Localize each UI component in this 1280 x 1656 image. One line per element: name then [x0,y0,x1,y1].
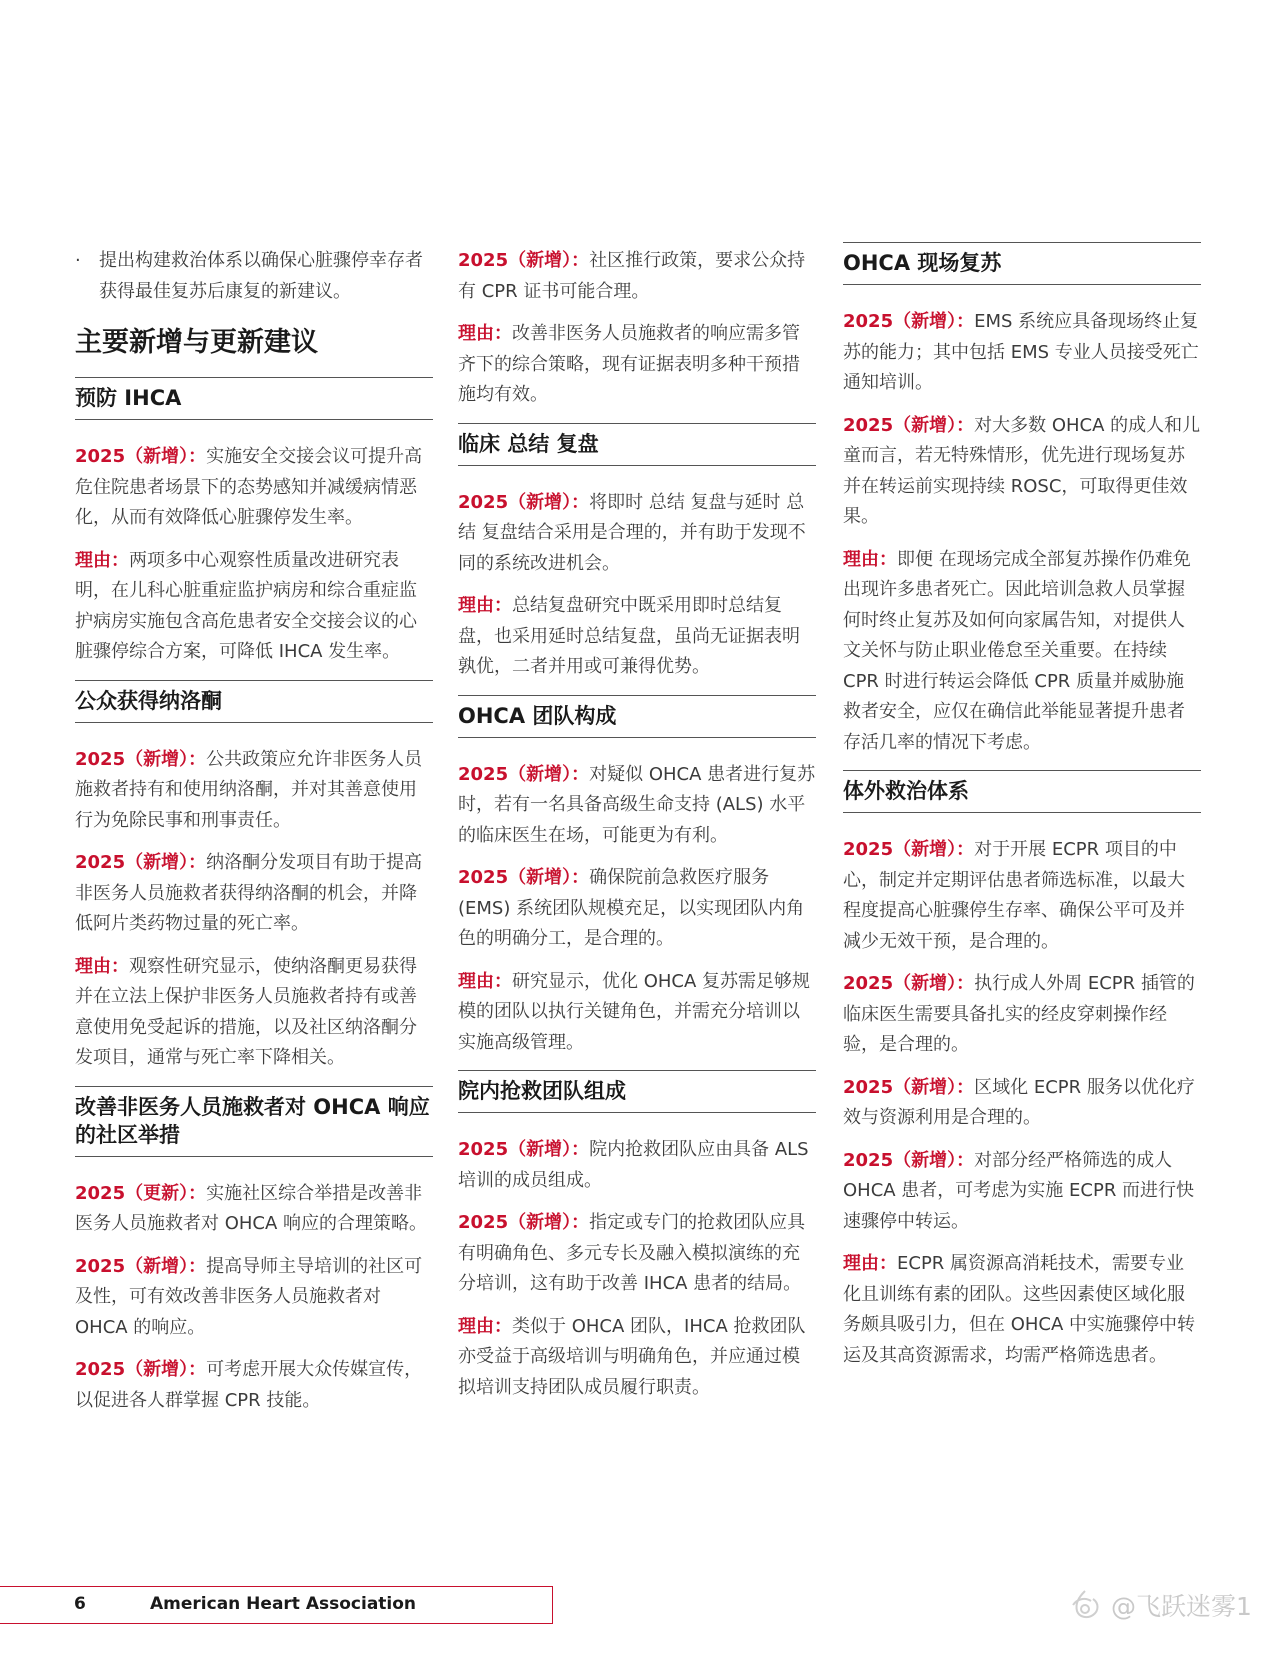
paragraph [458,967,816,1059]
section-title-prevent-ihca: 预防 IHCA [75,377,433,420]
paragraph [75,848,433,940]
rationale-tag: 理由： [458,970,512,992]
recommendation-tag: 2025（新增）： [458,1139,590,1160]
paragraph-text: 执行成人外周 ECPR 插管的临床医生需要具备扎实的经皮穿刺操作经验，是合理的。 [843,973,1195,1055]
paragraph [75,745,433,837]
paragraph [75,1355,433,1416]
paragraph [458,760,816,852]
paragraph-text: 对于开展 ECPR 项目的中心，制定并定期评估患者筛选标准，以最大程度提高心脏骤停生存率、确保公平可及并减少无效干预，是合理的。 [843,839,1185,952]
recommendation-tag: 2025（新增）： [458,867,590,888]
paragraph [458,1208,816,1300]
paragraph-text: 类似于 OHCA 团队，IHCA 抢救团队亦受益于高级培训与明确角色，并应通过模拟培训支持团队成员履行职责。 [458,1315,806,1398]
rationale-tag: 理由： [75,549,129,571]
paragraph-text: 可考虑开展大众传媒宣传，以促进各人群掌握 CPR 技能。 [75,1359,423,1411]
recommendation-tag: 2025（新增）： [843,1076,975,1098]
recommendation-tag: 2025（新增）： [75,446,207,467]
paragraph [843,1073,1201,1134]
paragraph [458,1135,816,1196]
rationale-tag: 理由： [458,323,512,344]
paragraph [458,488,816,580]
paragraph-text: 对部分经严格筛选的成人 OHCA 患者，可考虑为实施 ECPR 而进行快速骤停中转运。 [843,1149,1195,1232]
paragraph [843,835,1201,957]
paragraph-text: 两项多中心观察性质量改进研究表明，在儿科心脏重症监护病房和综合重症监护病房实施包含高危患者安全交接会议的心脏骤停综合方案，可降低 IHCA 发生率。 [75,549,417,662]
paragraph [75,1252,433,1344]
rationale-tag: 理由： [458,1315,512,1337]
recommendation-tag: 2025（更新）： [75,1182,207,1204]
paragraph [843,1249,1201,1371]
paragraph [458,863,816,955]
paragraph [843,307,1201,399]
recommendation-tag: 2025（新增）： [458,763,590,785]
section-title-debriefing: 临床 总结 复盘 [458,423,816,466]
paragraph-text: 将即时 总结 复盘与延时 总结 复盘结合采用是合理的，并有助于发现不同的系统改进机会。 [458,491,806,574]
rationale-tag: 理由： [843,548,897,570]
paragraph-text: 实施安全交接会议可提升高危住院患者场景下的态势感知并减缓病情恶化，从而有效降低心脏骤停发生率。 [75,446,423,528]
section-title-ohca-onscene: OHCA 现场复苏 [843,242,1201,285]
section-title-ohca-team: OHCA 团队构成 [458,695,816,738]
section-title-extracorporeal: 体外救治体系 [843,770,1201,813]
intro-bullet [75,246,433,307]
paragraph-text: 确保院前急救医疗服务 (EMS) 系统团队规模充足，以实现团队内角色的明确分工，是合理的。 [458,867,805,949]
paragraph [458,591,816,683]
recommendation-tag: 2025（新增）： [75,1255,207,1277]
paragraph [458,246,816,307]
paragraph-text: 即便 在现场完成全部复苏操作仍难免出现许多患者死亡。因此培训急救人员掌握何时终止复苏及如何向家属告知，对提供人文关怀与防止职业倦怠至关重要。在持续 CPR 时进行转运会降低 CPR 质量并威胁施救者安全，应仅在确信此举能显著提升患者存活几率的情况下考虑。 [843,548,1191,753]
paragraph [458,319,816,411]
paragraph-text: EMS 系统应具备现场终止复苏的能力；其中包括 EMS 专业人员接受死亡通知培训。 [843,311,1199,393]
paragraph-text: 提高导师主导培训的社区可及性，可有效改善非医务人员施救者对 OHCA 的响应。 [75,1255,423,1338]
recommendation-tag: 2025（新增）： [843,311,975,332]
bullet-text: 提出构建救治体系以确保心脏骤停幸存者获得最佳复苏后康复的新建议。 [99,250,423,302]
paragraph-text: 改善非医务人员施救者的响应需多管齐下的综合策略，现有证据表明多种干预措施均有效。 [458,323,800,405]
recommendation-tag: 2025（新增）： [458,250,590,271]
main-title: 主要新增与更新建议 [75,327,318,358]
paragraph-text: 对疑似 OHCA 患者进行复苏时，若有一名具备高级生命支持 (ALS) 水平的临床医生在场，可能更为有利。 [458,763,816,846]
paragraph [75,952,433,1074]
recommendation-tag: 2025（新增）： [75,748,207,770]
organization-name: American Heart Association [150,1594,417,1614]
bullet-mark: · [75,250,81,271]
recommendation-tag: 2025（新增）： [843,1149,975,1171]
paragraph-text: 指定或专门的抢救团队应具有明确角色、多元专长及融入模拟演练的充分培训，这有助于改善 IHCA 患者的结局。 [458,1212,806,1294]
paragraph-text: 对大多数 OHCA 的成人和儿童而言，若无特殊情形，优先进行现场复苏并在转运前实现持续 ROSC，可取得更佳效果。 [843,414,1201,527]
paragraph-text: 公共政策应允许非医务人员施救者持有和使用纳洛酮，并对其善意使用行为免除民事和刑事责任。 [75,748,423,831]
recommendation-tag: 2025（新增）： [843,414,975,436]
section-title-inhospital-team: 院内抢救团队组成 [458,1070,816,1113]
paragraph [75,442,433,534]
paragraph [843,411,1201,533]
weibo-icon [1065,1585,1105,1625]
paragraph-text: 社区推行政策，要求公众持有 CPR 证书可能合理。 [458,250,806,302]
paragraph-text: ECPR 属资源高消耗技术，需要专业化且训练有素的团队。这些因素使区域化服务颇具吸引力，但在 OHCA 中实施骤停中转运及其高资源需求，均需严格筛选患者。 [843,1253,1196,1366]
column-right [843,242,1201,1383]
paragraph-text: 总结复盘研究中既采用即时总结复盘，也采用延时总结复盘，虽尚无证据表明孰优，二者并用或可兼得优势。 [458,595,800,677]
paragraph [75,546,433,668]
column-left [75,246,433,1428]
section-title-community: 改善非医务人员施救者对 OHCA 响应的社区举措 [75,1086,433,1157]
recommendation-tag: 2025（新增）： [75,1359,207,1380]
section-title-naloxone: 公众获得纳洛酮 [75,680,433,723]
recommendation-tag: 2025（新增）： [843,839,975,860]
rationale-tag: 理由： [458,595,512,616]
paragraph-text: 区域化 ECPR 服务以优化疗效与资源利用是合理的。 [843,1076,1195,1128]
recommendation-tag: 2025（新增）： [458,491,590,513]
recommendation-tag: 2025（新增）： [843,973,975,994]
paragraph [75,1179,433,1240]
paragraph [843,545,1201,759]
recommendation-tag: 2025（新增）： [75,852,207,873]
paragraph [458,1312,816,1404]
page-number: 6 [74,1594,86,1614]
paragraph-text: 院内抢救团队应由具备 ALS 培训的成员组成。 [458,1139,809,1191]
watermark-text: @飞跃迷雾1 [1111,1592,1252,1621]
watermark [1065,1585,1252,1625]
paragraph [843,1146,1201,1238]
recommendation-tag: 2025（新增）： [458,1212,590,1233]
paragraph [843,969,1201,1061]
paragraph-text: 纳洛酮分发项目有助于提高非医务人员施救者获得纳洛酮的机会，并降低阿片类药物过量的死亡率。 [75,852,423,934]
page-footer [0,1586,553,1624]
rationale-tag: 理由： [843,1253,897,1274]
paragraph-text: 观察性研究显示，使纳洛酮更易获得并在立法上保护非医务人员施救者持有或善意使用免受起诉的措施，以及社区纳洛酮分发项目，通常与死亡率下降相关。 [75,955,417,1068]
column-middle [458,246,816,1415]
paragraph-text: 实施社区综合举措是改善非医务人员施救者对 OHCA 响应的合理策略。 [75,1182,428,1234]
paragraph-text: 研究显示，优化 OHCA 复苏需足够规模的团队以执行关键角色，并需充分培训以实施高级管理。 [458,970,811,1053]
rationale-tag: 理由： [75,955,129,977]
